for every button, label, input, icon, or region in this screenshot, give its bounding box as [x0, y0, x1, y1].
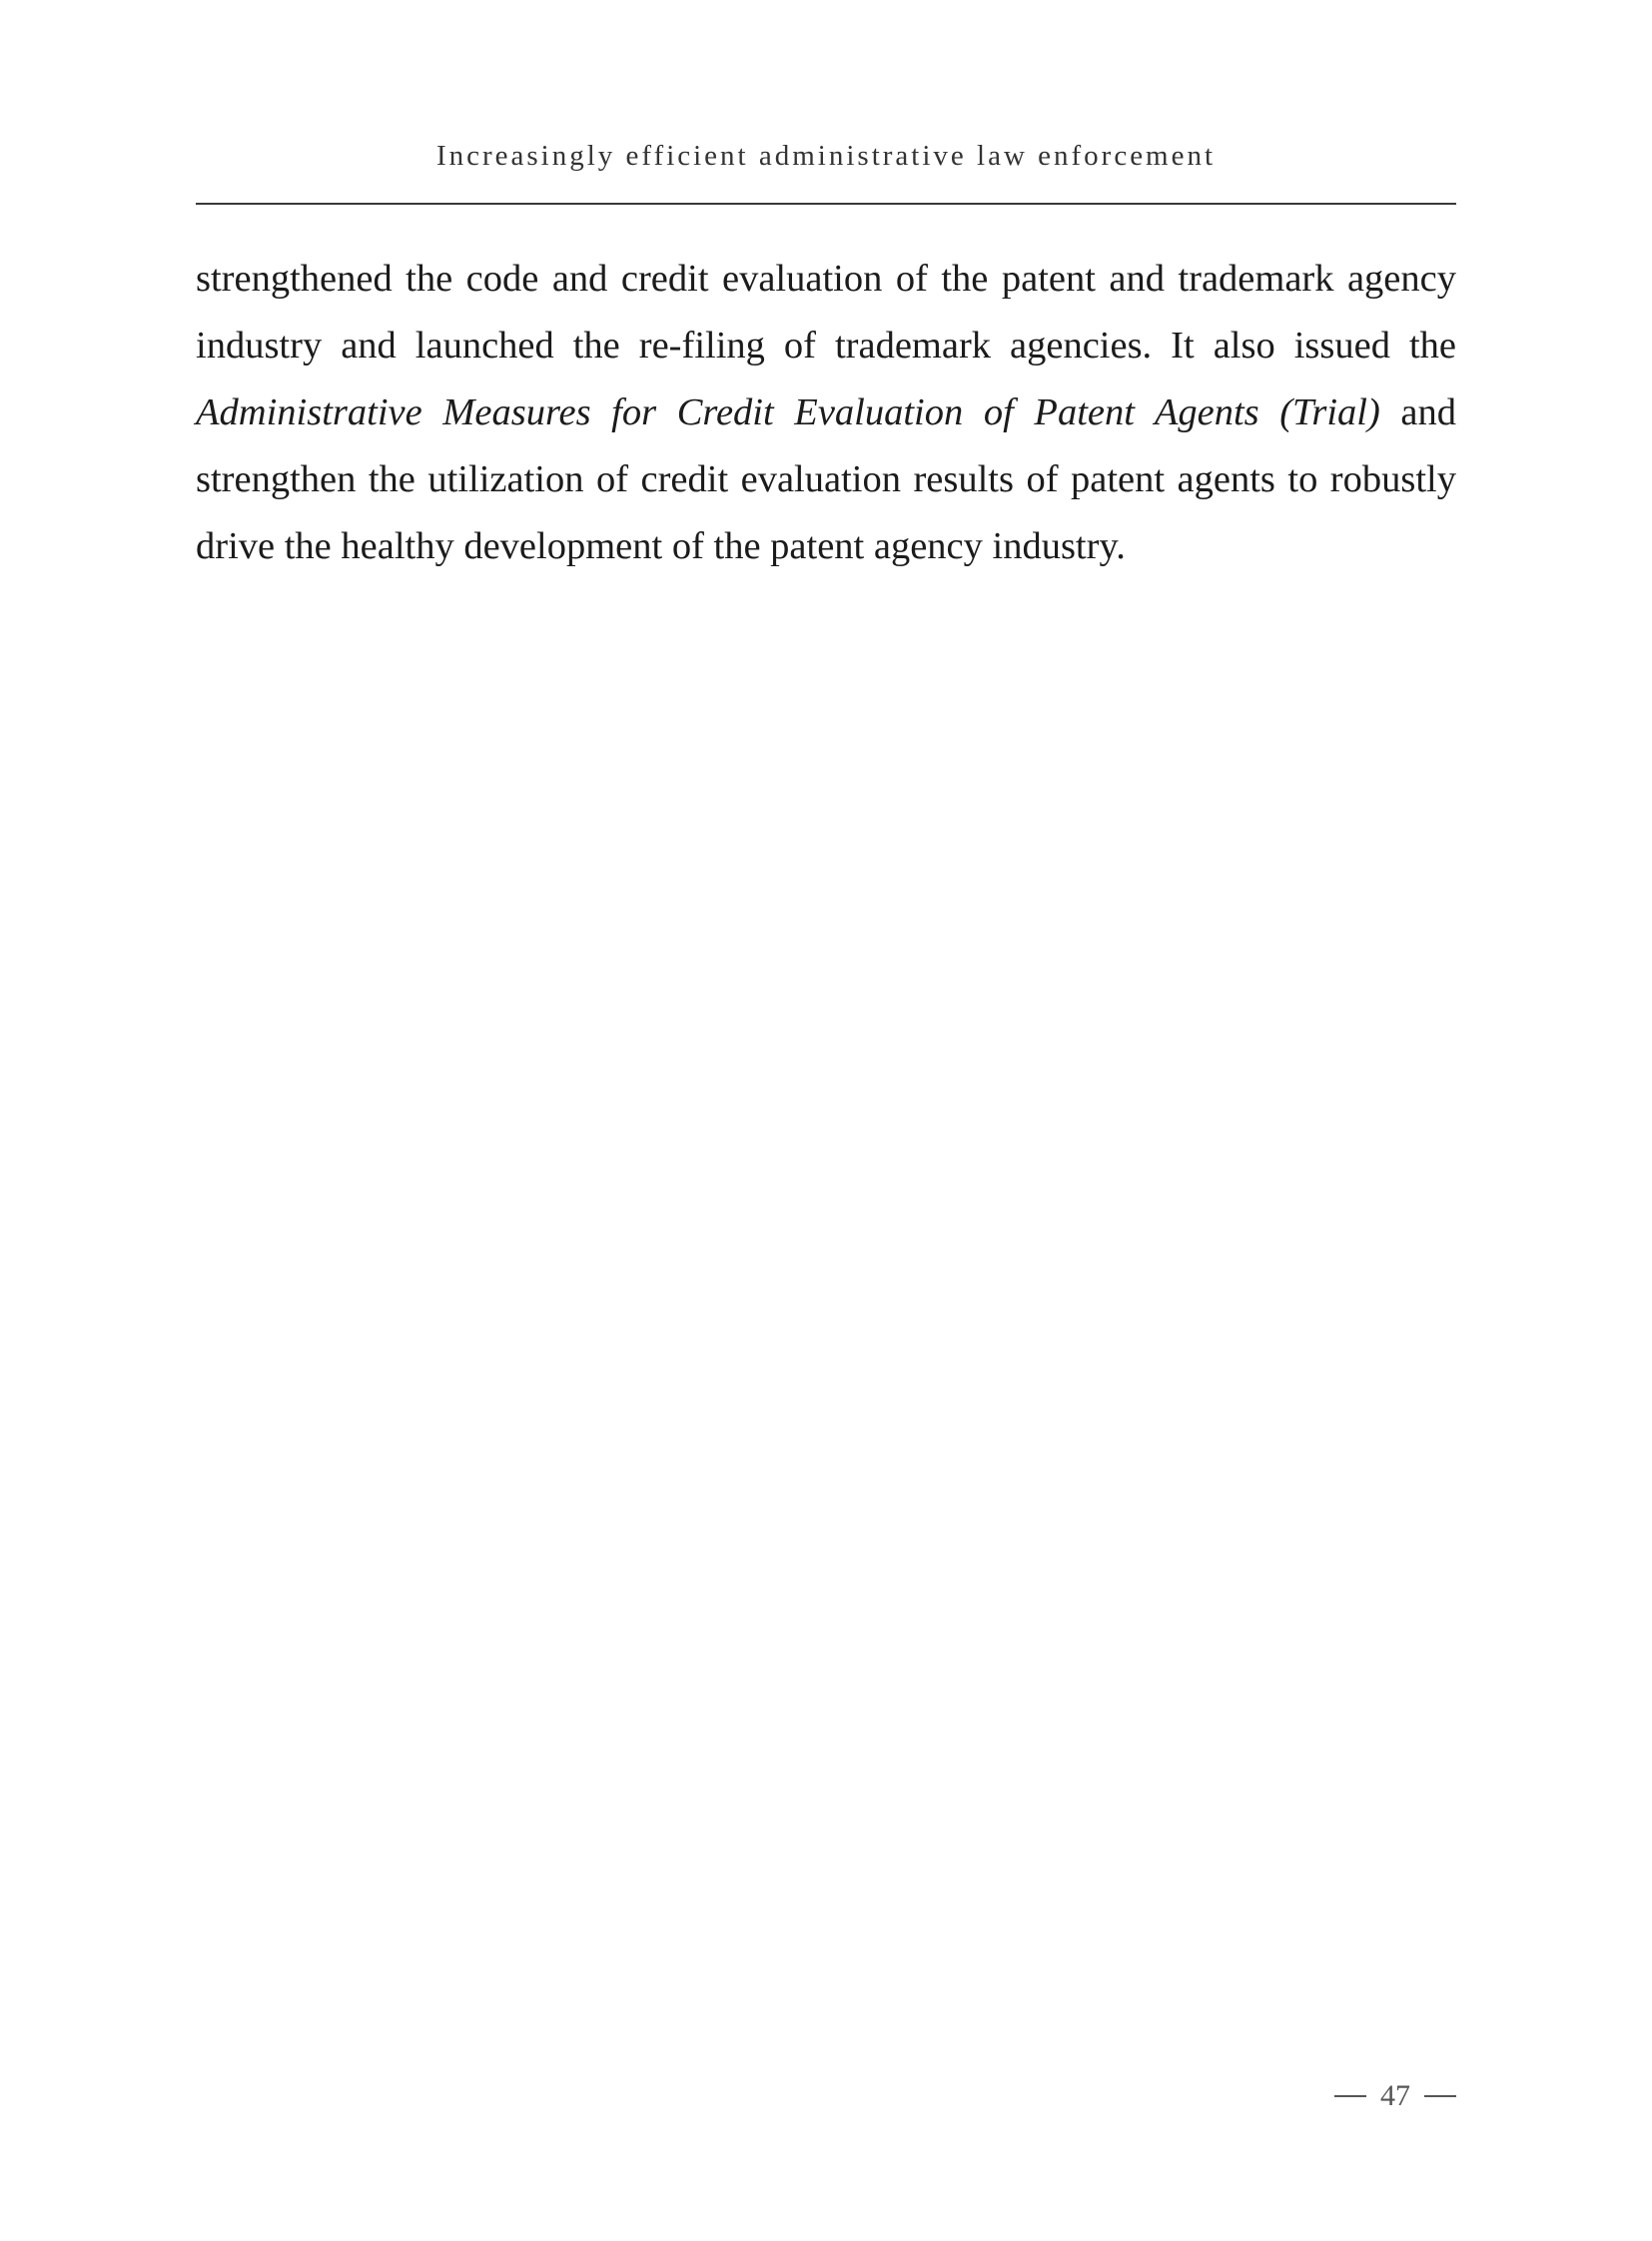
header-divider [196, 203, 1456, 205]
page-number-right-dash [1424, 2095, 1456, 2097]
paragraph-text-part-1: strengthened the code and credit evaluation of the patent and trademark agency industry and launched the re-filing of trademark agencies. It also issued the [196, 258, 1456, 367]
paragraph-text-part-2: and strengthen the utilization of credit evaluation results of patent agents to robustly drive the healthy development of the patent agency industry. [196, 391, 1456, 567]
body-paragraph [196, 246, 1456, 580]
running-header-title: Increasingly efficient administrative law enforcement [435, 140, 1217, 172]
page-number-left-dash [1334, 2095, 1366, 2097]
page-number: 47 [1380, 2079, 1410, 2112]
page-number-footer [1298, 2079, 1456, 2113]
document-title-italic: Administrative Measures for Credit Evaluation of Patent Agents (Trial) [196, 391, 1380, 433]
